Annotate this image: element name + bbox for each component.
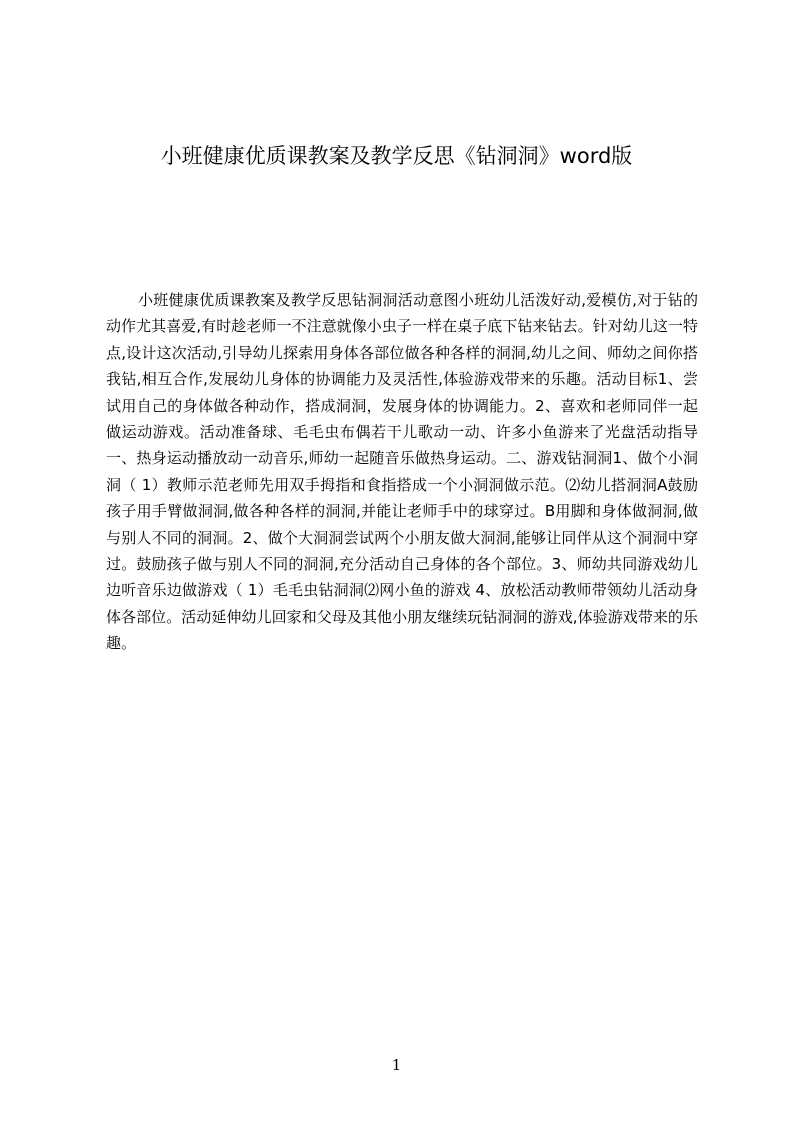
page-number: 1 (391, 1056, 402, 1074)
body-paragraph: 小班健康优质课教案及教学反思钻洞洞活动意图小班幼儿活泼好动,爱模仿,对于钻的动作尤其喜爱,有时趁老师一不注意就像小虫子一样在桌子底下钻来钻去。针对幼儿这一特点,设计这次活动,引导幼儿探索用身体各部位做各种各样的洞洞,幼儿之间、师幼之间你搭我钻,相互合作,发展幼儿身体的协调能力及灵活性,体验游戏带来的乐趣。活动目标1、尝试用自己的身体做各种动作，搭成洞洞，发展身体的协调能力。2、喜欢和老师同伴一起做运动游戏。活动准备球、毛毛虫布偶若干儿歌动一动、许多小鱼游来了光盘活动指导一、热身运动播放动一动音乐,师幼一起随音乐做热身运动。二、游戏钻洞洞1、做个小洞洞（ 1）教师示范老师先用双手拇指和食指搭成一个小洞洞做示范。⑵幼儿搭洞洞A鼓励孩子用手臂做洞洞,做各种各样的洞洞,并能让老师手中的球穿过。B用脚和身体做洞洞,做与别人不同的洞洞。2、做个大洞洞尝试两个小朋友做大洞洞,能够让同伴从这个洞洞中穿过。鼓励孩子做与别人不同的洞洞,充分活动自己身体的各个部位。3、师幼共同游戏幼儿边听音乐边做游戏（ 1）毛毛虫钻洞洞⑵网小鱼的游戏 4、放松活动教师带领幼儿活动身体各部位。活动延伸幼儿回家和父母及其他小朋友继续玩钻洞洞的游戏,体验游戏带来的乐趣。 (106, 291, 698, 653)
page-title: 小班健康优质课教案及教学反思《钻洞洞》word版 (160, 144, 633, 168)
